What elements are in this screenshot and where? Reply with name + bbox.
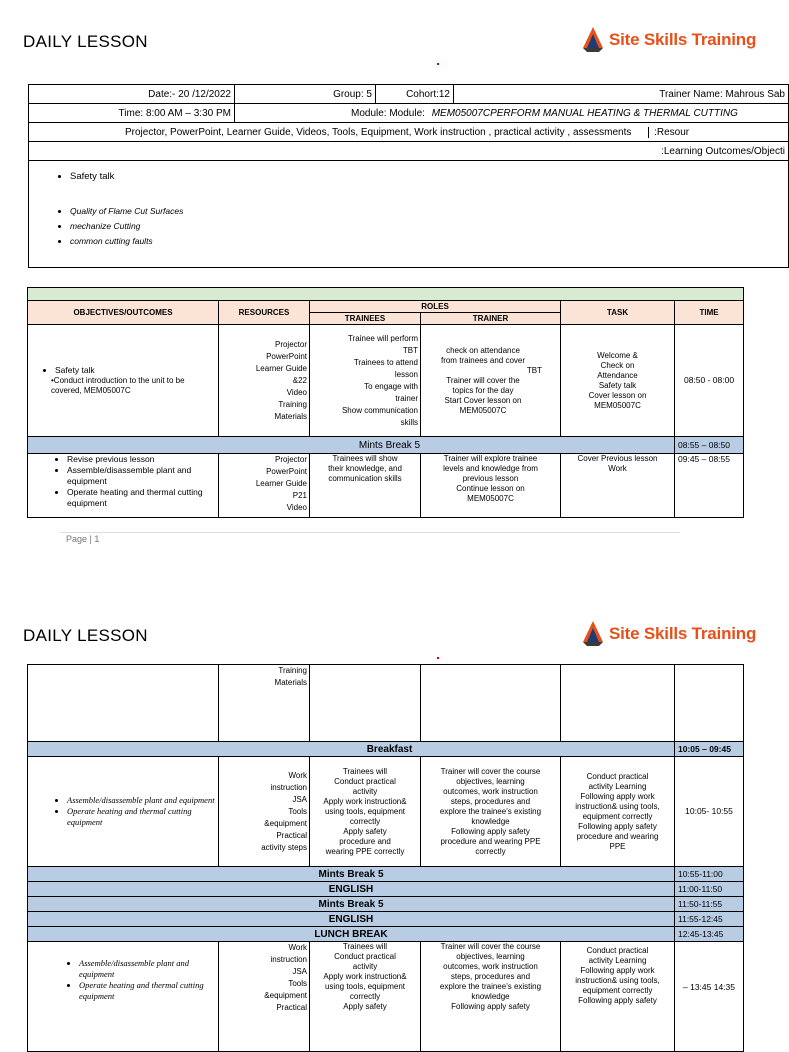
time-cell <box>675 665 744 742</box>
trainer-line: MEM05007C <box>467 494 514 503</box>
time-cell: 10:05- 10:55 <box>675 757 744 867</box>
trainer-line: Trainer will cover the course <box>440 766 541 776</box>
resource-item: Projector <box>274 455 307 464</box>
page-footer: Page | 1 <box>66 534 100 544</box>
trainees-cell <box>310 757 421 867</box>
task-line: equipment correctly <box>582 811 653 821</box>
flame-logo-icon <box>581 620 605 648</box>
task-line: procedure and wearing <box>576 831 659 841</box>
resources-label: :Resour <box>648 127 689 138</box>
brand-logo <box>581 26 756 54</box>
task-cell <box>561 665 675 742</box>
red-dot-mark <box>437 63 439 65</box>
task-cell <box>561 325 675 437</box>
trainer-line: Trainer will cover the course <box>440 942 541 951</box>
resource-item: Video <box>286 503 307 512</box>
trainee-line: Trainee will perform <box>348 333 418 343</box>
green-band <box>28 288 744 301</box>
objective-item: • Operate heating and thermal cutting equipment <box>67 487 215 509</box>
resource-item: Practical <box>276 830 307 840</box>
task-line: Cover Previous lesson <box>577 454 658 463</box>
objective-item: • Operate heating and thermal cutting equipment <box>79 980 215 1002</box>
trainee-line: using tools, equipment <box>324 982 406 991</box>
outcome-item: • mechanize Cutting <box>70 221 785 232</box>
trainer-line: topics for the day <box>452 385 514 395</box>
time-cell: Time: 8:00 AM – 3:30 PM <box>29 104 235 123</box>
trainee-line: their knowledge, and <box>328 464 402 473</box>
time-cell: 09:45 – 08:55 <box>675 454 744 518</box>
task-line: Conduct practical <box>586 771 649 781</box>
break-label: ENGLISH <box>28 912 675 927</box>
trainer-line: outcomes, work instruction <box>443 786 538 796</box>
trainer-line: Trainer will explore trainee <box>443 454 538 463</box>
break-time: 11:55-12:45 <box>675 912 744 927</box>
resource-item: &equipment <box>264 991 307 1000</box>
resource-item: PowerPoint <box>266 467 307 476</box>
task-line: Welcome & <box>597 350 638 360</box>
brand-name: Site Skills Training <box>609 624 757 643</box>
trainer-line: MEM05007C <box>459 405 507 415</box>
trainee-line: Trainees will <box>342 766 388 776</box>
resource-item: Tools <box>288 979 307 988</box>
objectives-cell <box>28 454 219 518</box>
page-title: DAILY LESSON <box>23 626 148 645</box>
resource-item: Training <box>278 399 307 409</box>
resource-item: Tools <box>288 806 307 816</box>
resource-item: P21 <box>292 491 307 500</box>
task-line: instruction& using tools, <box>575 976 660 985</box>
task-line: activity Learning <box>588 781 647 791</box>
trainee-line: Apply safety <box>343 1002 387 1011</box>
task-line: Following apply work <box>580 791 655 801</box>
resource-item: Materials <box>274 411 307 421</box>
trainee-line: skills <box>400 417 418 427</box>
resource-item: instruction <box>270 782 307 792</box>
date-cell: Date:- 20 /12/2022 <box>29 85 235 104</box>
trainer-cell <box>421 942 561 1052</box>
trainee-line: using tools, equipment <box>324 806 406 816</box>
task-cell <box>561 942 675 1052</box>
task-line: PPE <box>609 841 626 851</box>
time-header: TIME <box>675 301 744 325</box>
lesson-plan-table-continued <box>27 664 744 1052</box>
brand-name: Site Skills Training <box>609 30 757 49</box>
objectives-cell <box>28 665 219 742</box>
trainee-line: activity <box>352 962 378 971</box>
time-cell: – 13:45 14:35 <box>675 942 744 1052</box>
task-line: Work <box>608 464 627 473</box>
outcome-item: • common cutting faults <box>70 236 785 247</box>
trainer-cell <box>421 757 561 867</box>
trainer-cell <box>421 665 561 742</box>
trainee-line: To engage with <box>364 381 418 391</box>
break-time: 11:00-11:50 <box>675 882 744 897</box>
trainee-line: correctly <box>349 992 381 1001</box>
objective-item: • Safety talk <box>55 365 215 376</box>
trainee-line: procedure and <box>339 836 391 846</box>
trainer-line: levels and knowledge from <box>443 464 538 473</box>
trainer-line: procedure and wearing PPE <box>440 836 541 846</box>
break-label: ENGLISH <box>28 882 675 897</box>
trainee-line: Conduct practical <box>334 952 396 961</box>
objective-item: • Operate heating and thermal cutting equipment <box>67 806 215 828</box>
task-line: Check on <box>600 360 635 370</box>
task-line: Cover lesson on <box>588 390 647 400</box>
task-line: Attendance <box>597 370 638 380</box>
break-label: Mints Break 5 <box>28 867 675 882</box>
resources-cell <box>219 665 310 742</box>
trainer-line: explore the trainee's existing <box>439 982 542 991</box>
trainer-line: Start Cover lesson on <box>444 395 522 405</box>
break-time: 10:05 – 09:45 <box>675 742 744 757</box>
trainer-line: correctly <box>475 846 506 856</box>
trainer-name-cell: Trainer Name: Mahrous Sab <box>454 85 789 104</box>
resources-cell <box>219 942 310 1052</box>
trainer-line: TBT <box>526 365 542 375</box>
task-line: Following apply safety <box>578 996 657 1005</box>
break-label: Breakfast <box>28 742 675 757</box>
objectives-cell <box>28 942 219 1052</box>
objectives-cell <box>28 757 219 867</box>
outcome-item: • Quality of Flame Cut Surfaces <box>70 206 785 217</box>
trainee-line: Trainees to attend <box>353 357 418 367</box>
trainee-line: Apply safety <box>343 826 387 836</box>
break-time: 11:50-11:55 <box>675 897 744 912</box>
trainees-cell <box>310 454 421 518</box>
break-label: Mints Break 5 <box>28 437 675 454</box>
trainee-line: Show communication <box>341 405 418 415</box>
roles-header: ROLES <box>310 301 561 313</box>
resource-item: JSA <box>292 967 307 976</box>
objectives-header: OBJECTIVES/OUTCOMES <box>28 301 219 325</box>
time-cell: 08:50 - 08:00 <box>675 325 744 437</box>
resource-item: Practical <box>276 1003 307 1012</box>
flame-logo-icon <box>581 26 605 54</box>
resources-cell <box>219 325 310 437</box>
resource-item: Video <box>286 387 307 397</box>
task-cell <box>561 757 675 867</box>
objective-item: • Assemble/disassemble plant and equipment <box>79 958 215 980</box>
resource-item: Work <box>288 943 307 952</box>
resources-row <box>29 123 789 142</box>
trainer-line: Following apply safety <box>451 826 530 836</box>
task-line: Conduct practical <box>586 946 649 955</box>
break-time: 08:55 – 08:50 <box>675 437 744 454</box>
red-dot-mark <box>437 657 439 659</box>
page-title: DAILY LESSON <box>23 32 148 51</box>
task-line: equipment correctly <box>582 986 653 995</box>
module-cell <box>235 104 789 123</box>
trainer-line: knowledge <box>471 992 510 1001</box>
resources-cell <box>219 757 310 867</box>
outcome-item: • Safety talk <box>70 171 785 182</box>
trainee-line: Apply work instruction& <box>323 972 407 981</box>
break-time: 12:45-13:45 <box>675 927 744 942</box>
trainer-line: steps, procedures and <box>450 796 531 806</box>
resource-item: instruction <box>270 955 307 964</box>
trainee-line: correctly <box>349 816 381 826</box>
trainer-header: TRAINER <box>421 313 561 325</box>
trainer-line: previous lesson <box>462 474 519 483</box>
trainer-line: check on attendance <box>446 345 520 355</box>
trainer-cell <box>421 325 561 437</box>
task-line: instruction& using tools, <box>575 801 660 811</box>
trainees-cell <box>310 325 421 437</box>
trainee-line: Apply work instruction& <box>323 796 407 806</box>
trainees-cell <box>310 665 421 742</box>
resource-item: &equipment <box>264 818 307 828</box>
trainer-line: objectives, learning <box>456 952 525 961</box>
trainer-line: knowledge <box>471 816 510 826</box>
trainee-line: communication skills <box>328 474 402 483</box>
trainee-line: lesson <box>394 369 418 379</box>
resource-item: Work <box>288 770 307 780</box>
objective-item: • Revise previous lesson <box>67 454 215 465</box>
objective-item: • Assemble/disassemble plant and equipment <box>67 465 215 487</box>
cohort-cell: Cohort:12 <box>376 85 454 104</box>
trainee-line: Trainees will <box>342 942 388 951</box>
task-cell <box>561 454 675 518</box>
objective-text: •Conduct introduction to the unit to be covered, MEM05007C <box>51 376 185 395</box>
trainees-header: TRAINEES <box>310 313 421 325</box>
trainee-line: trainer <box>395 393 418 403</box>
trainer-line: Continue lesson on <box>456 484 525 493</box>
lesson-plan-table <box>27 287 744 518</box>
task-line: Following apply safety <box>578 821 657 831</box>
task-header: TASK <box>561 301 675 325</box>
outcomes-box <box>29 161 789 268</box>
break-label: LUNCH BREAK <box>28 927 675 942</box>
resource-item: Learner Guide <box>255 363 307 373</box>
trainer-line: from trainees and cover <box>440 355 526 365</box>
outcomes-label: :Learning Outcomes/Objecti <box>29 142 789 161</box>
brand-logo <box>581 620 756 648</box>
break-time: 10:55-11:00 <box>675 867 744 882</box>
trainee-line: Conduct practical <box>334 776 396 786</box>
resource-item: JSA <box>292 794 307 804</box>
module-value: MEM05007CPERFORM MANUAL HEATING & THERMAL CUTTING <box>431 107 738 119</box>
footer-rule <box>60 532 680 533</box>
resource-item: Learner Guide <box>255 479 307 488</box>
trainer-line: Following apply safety <box>451 1002 530 1011</box>
module-label: Module: Module: <box>351 107 425 119</box>
resource-item: PowerPoint <box>266 351 307 361</box>
objectives-cell <box>28 325 219 437</box>
break-label: Mints Break 5 <box>28 897 675 912</box>
objective-item: • Assemble/disassemble plant and equipment <box>67 795 215 806</box>
resource-item: activity steps <box>261 842 307 852</box>
resource-item: Projector <box>274 339 307 349</box>
trainer-line: Trainer will cover the <box>446 375 520 385</box>
task-line: Safety talk <box>598 380 637 390</box>
trainer-line: steps, procedures and <box>450 972 531 981</box>
resources-list: Projector, PowerPoint, Learner Guide, Videos, Tools, Equipment, Work instruction , practical activity , assessments <box>125 126 632 138</box>
trainer-line: explore the trainee's existing <box>439 806 542 816</box>
group-cell: Group: 5 <box>235 85 376 104</box>
resource-item: &22 <box>292 375 307 385</box>
trainees-cell <box>310 942 421 1052</box>
trainer-line: objectives, learning <box>456 776 525 786</box>
task-line: Following apply work <box>580 966 655 975</box>
trainee-line: Trainees will show <box>332 454 398 463</box>
task-line: activity Learning <box>588 956 647 965</box>
lesson-info-table <box>28 84 789 268</box>
trainee-line: wearing PPE correctly <box>325 846 405 856</box>
trainer-line: outcomes, work instruction <box>443 962 538 971</box>
resource-item: Materials <box>274 678 307 687</box>
task-line: MEM05007C <box>594 400 641 410</box>
trainee-line: TBT <box>402 345 418 355</box>
trainer-cell <box>421 454 561 518</box>
resources-header: RESOURCES <box>219 301 310 325</box>
trainee-line: activity <box>352 786 378 796</box>
resources-cell <box>219 454 310 518</box>
resource-item: Training <box>278 666 307 675</box>
